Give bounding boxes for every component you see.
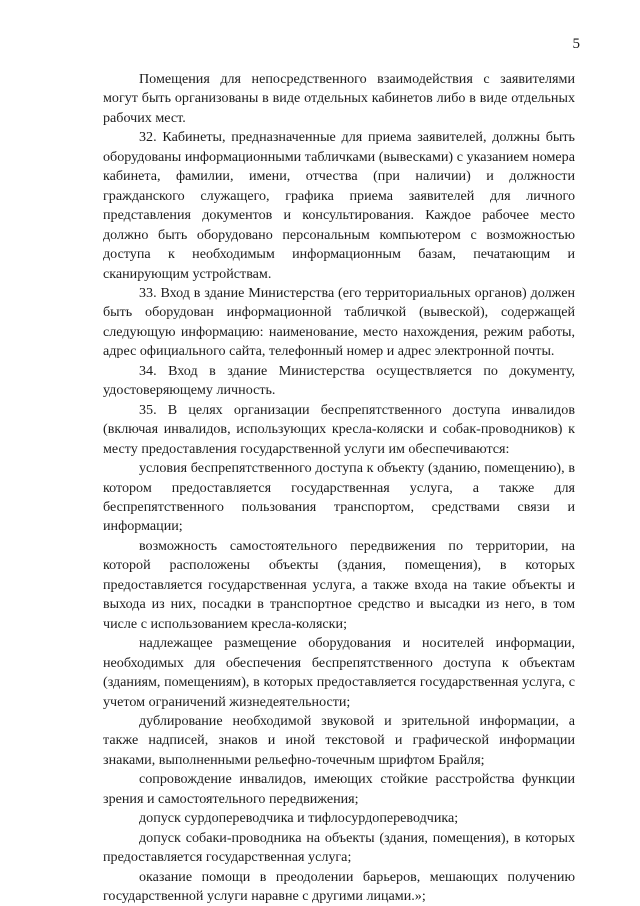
paragraph-32-offices: 32. Кабинеты, предназначенные для приема заявителей, должны быть оборудованы информационными табличками (вывесками) с указанием номера кабинета, фамилии, имени, отчества (при наличии) и должности гражданского служащего, графика приема заявителей для личного представления документов и консультирования. Каждое рабочее место должно быть оборудовано персональным компьютером с возможностью доступа к необходимым информационным базам, печатающим и сканирующим устройствам.	[103, 129, 575, 282]
list-item-escort: сопровождение инвалидов, имеющих стойкие расстройства функции зрения и самостоятельного передвижения;	[103, 771, 575, 807]
paragraph-premises: Помещения для непосредственного взаимодействия с заявителями могут быть организованы в виде отдельных кабинетов либо в виде отдельных рабочих мест.	[103, 71, 575, 126]
paragraph-35-accessibility: 35. В целях организации беспрепятственного доступа инвалидов (включая инвалидов, использующих кресла-коляски и собак-проводников) к месту предоставления государственной услуги им обеспечиваются:	[103, 401, 575, 457]
list-item-access-conditions: условия беспрепятственного доступа к объекту (зданию, помещению), в котором предоставляется государственная услуга, а также для беспрепятственного пользования транспортом, средствами связи и информации;	[103, 460, 575, 535]
paragraph-34-entrance-document: 34. Вход в здание Министерства осуществляется по документу, удостоверяющему личность.	[103, 362, 575, 399]
list-item-independent-movement: возможность самостоятельного передвижения по территории, на которой расположены объекты (здания, помещения), в которых предоставляется государственная услуга, а также входа на такие объекты и выхода из них, посадки в транспортное средство и высадки из него, в том числе с использованием кресла-коляски;	[103, 537, 575, 632]
paragraph-33-entrance-sign: 33. Вход в здание Министерства (его территориальных органов) должен быть оборудован информационной табличкой (вывеской), содержащей следующую информацию: наименование, место нахождения, режим работы, адрес официального сайта, телефонный номер и адрес электронной почты.	[103, 284, 575, 360]
list-item-equipment-placement: надлежащее размещение оборудования и носителей информации, необходимых для обеспечения беспрепятственного доступа к объектам (зданиям, помещениям), в которых предоставляется государственная услуга, с учетом ограничений жизнедеятельности;	[103, 635, 575, 710]
list-item-sign-interpreter: допуск сурдопереводчика и тифлосурдопереводчика;	[139, 810, 459, 827]
document-body	[103, 70, 575, 906]
list-item-information-duplication: дублирование необходимой звуковой и зрительной информации, а также надписей, знаков и иной текстовой и графической информации знаками, выполненными рельефно-точечным шрифтом Брайля;	[103, 712, 575, 768]
list-item-guide-dog: допуск собаки-проводника на объекты (здания, помещения), в которых предоставляется государственная услуга;	[103, 829, 575, 866]
list-item-barrier-assistance: оказание помощи в преодолении барьеров, мешающих получению государственной услуги наравне с другими лицами.»;	[103, 868, 575, 905]
page-number: 5	[572, 36, 580, 52]
